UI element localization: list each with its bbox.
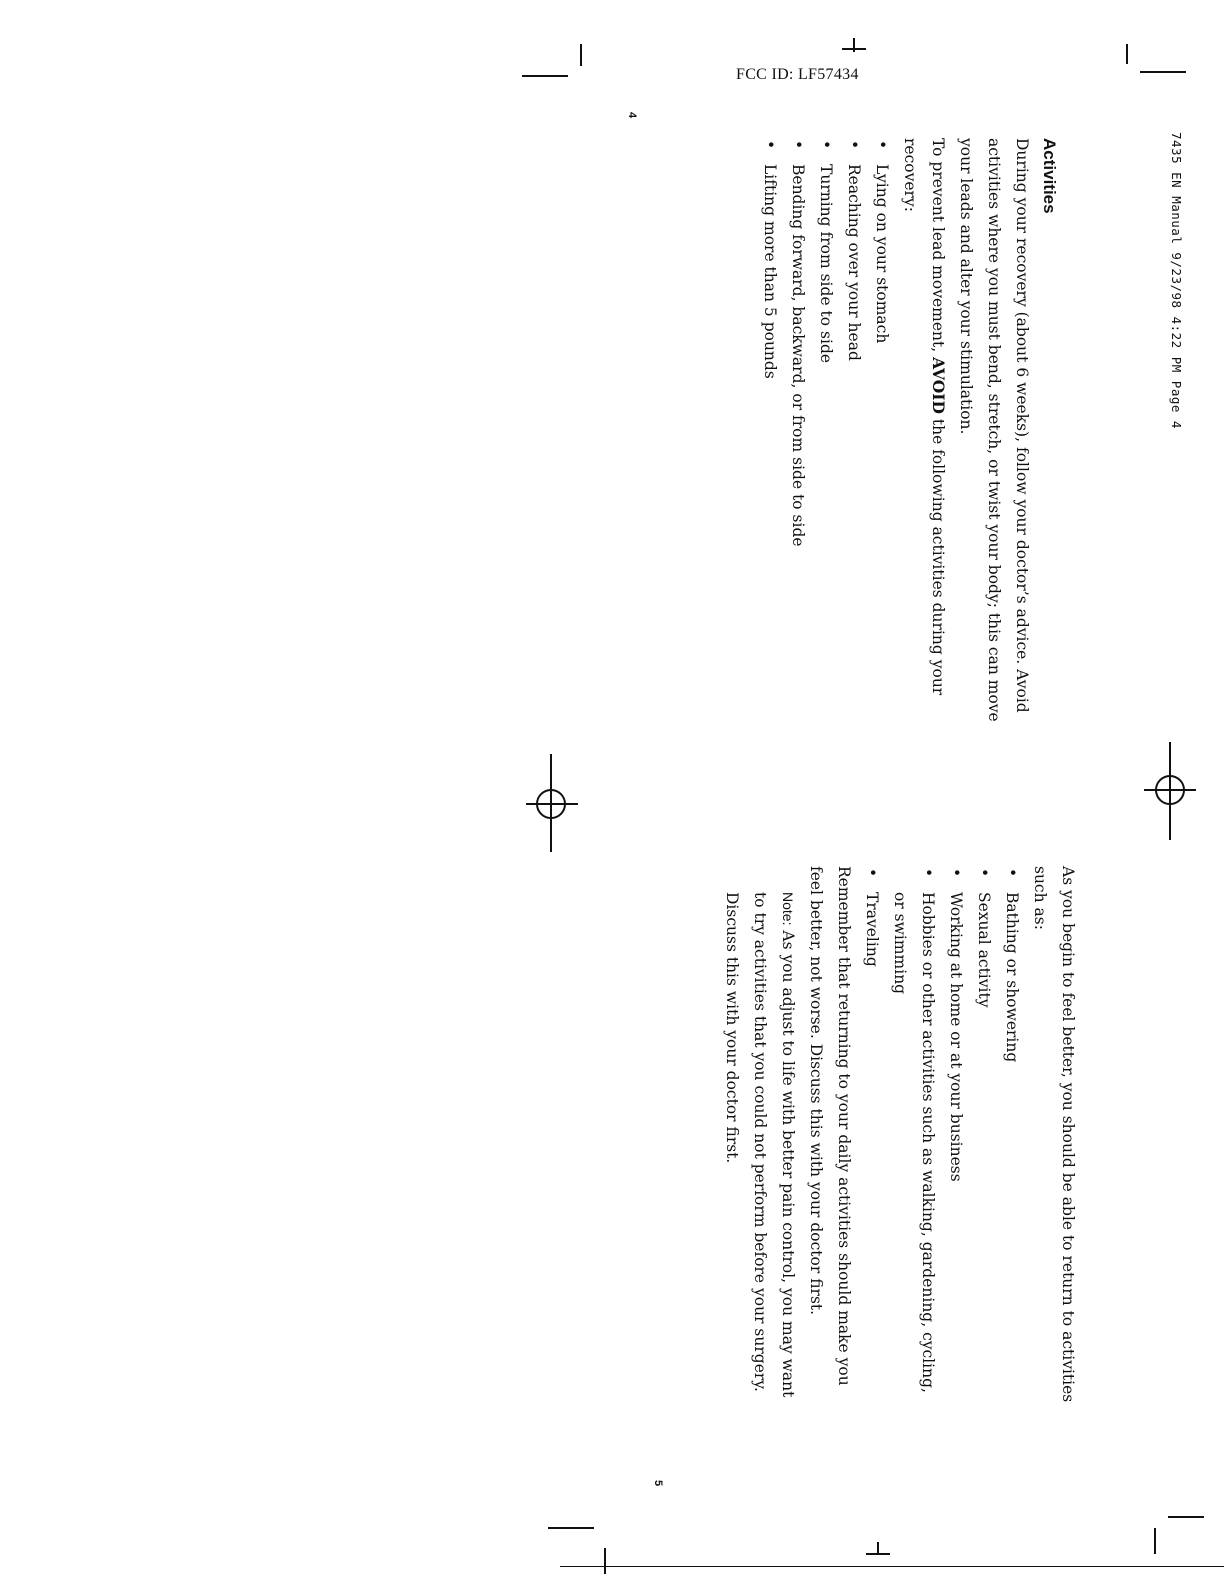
avoid-list (756, 138, 896, 730)
page-number-left: 4 (626, 112, 638, 119)
note-text: As you adjust to life with better pain control, you may want to try activities that you could not perform before your surgery. Discuss this with your doctor first. (723, 892, 797, 1398)
avoid-emphasis: AVOID (929, 357, 948, 414)
list-item: • Traveling (858, 866, 886, 1404)
note-label: Note: (780, 892, 796, 926)
list-item: • Bending forward, backward, or from side to side (784, 138, 812, 730)
return-activities-column (718, 866, 1082, 1404)
activities-intro: During your recovery (about 6 weeks), follow your doctor’s advice. Avoid activities where you must bend, stretch, or twist your body; this can move your leads and alter your stimulation. (957, 138, 1031, 722)
print-slug-line: 7435 EN Manual 9/23/98 4:22 PM Page 4 (1169, 132, 1184, 429)
list-item: • Sexual activity (970, 866, 998, 1404)
note-paragraph (718, 866, 802, 1404)
list-item: • Hobbies or other activities such as walking, gardening, cycling, or swimming (886, 866, 942, 1404)
list-item: • Lifting more than 5 pounds (756, 138, 784, 730)
avoid-prefix: To prevent lead movement, (929, 138, 947, 358)
section-heading: Activities (1040, 138, 1059, 214)
list-item: • Working at home or at your business (942, 866, 970, 1404)
return-list (858, 866, 1026, 1404)
list-item: • Reaching over your head (840, 138, 868, 730)
avoid-paragraph (896, 138, 952, 730)
list-item: • Bathing or showering (998, 866, 1026, 1404)
avoid-suffix: the following activities during your recovery: (901, 138, 947, 696)
fcc-id-label: FCC ID: LF57434 (736, 66, 859, 83)
remember-paragraph: Remember that returning to your daily activities should make you feel better, not worse. Discuss this with your doctor first. (807, 866, 853, 1386)
list-item: • Lying on your stomach (868, 138, 896, 730)
list-item: • Turning from side to side (812, 138, 840, 730)
activities-column (756, 138, 1062, 730)
page-number-right: 5 (652, 1480, 664, 1487)
return-intro: As you begin to feel better, you should be able to return to activities such as: (1031, 866, 1077, 1403)
